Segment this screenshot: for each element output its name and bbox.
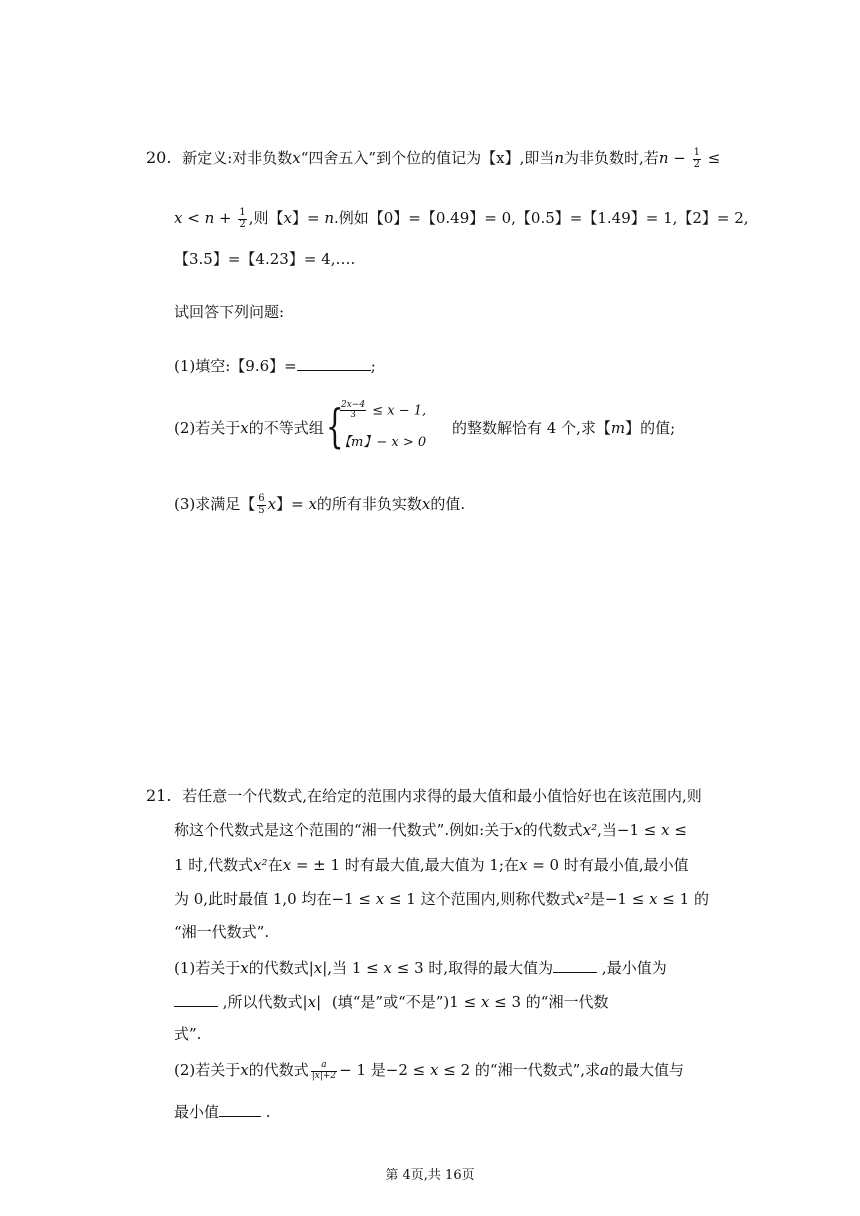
q20-part-2 [174,419,324,437]
fraction-a-over-abs [311,1061,337,1081]
answer-blank-max[interactable] [553,958,597,973]
system-row-2: 【m】− x > 0 [338,435,427,450]
answer-blank-min[interactable] [174,992,218,1007]
fraction [340,401,366,421]
q20-line-1 [146,148,720,170]
math-expr: ≤ x − 1, [368,403,427,419]
bracket-notation: 【x】 [481,149,520,167]
q21-p1-text: |,当 1 ≤ [322,959,384,977]
var-a: a [600,1061,609,1079]
q21-line-5: “湘一代数式”. [174,923,270,941]
var-x: x [308,495,317,513]
var-x: x [661,821,670,839]
q20-text: “四舍五入”到个位的值记为 [300,149,482,167]
q21-number: 21. [146,786,172,805]
var-x: x [383,959,392,977]
q20-p3-text: 的值. [430,495,466,513]
numerator: a [311,1061,337,1071]
q21-text: 的代数式 [522,821,583,839]
q20-part-3 [174,494,465,516]
q20-number: 20. [146,148,172,167]
q20-p2-text: (2)若关于 [174,419,241,437]
q21-text: ≤ [669,821,687,839]
q21-text: = ± 1 时有最大值,最大值为 1;在 [291,856,519,874]
q20-part-2-cont [452,419,675,437]
q21-p1-text: | [316,993,322,1011]
var-x: x [421,495,431,513]
q21-p2-text: 最小值 [174,1103,220,1121]
var-x: x [292,149,301,167]
fraction-half [693,148,701,170]
q21-text: 为 0,此时最值 1,0 均在−1 ≤ [174,890,376,908]
q21-text: 是−1 ≤ [589,890,650,908]
q21-p1-text: (1)若关于 [174,959,241,977]
math-expr: x² [575,890,590,908]
q21-p2-text: . [261,1103,271,1121]
var-x: x [649,890,658,908]
q21-part-1-line-3: 式”. [174,1025,202,1043]
fraction-six-fifths [257,494,265,516]
q21-line-2 [174,821,687,839]
q20-part-1 [174,356,376,375]
q20-p1-text: ; [370,357,376,375]
var-x: x [240,419,249,437]
q21-text: ,当−1 ≤ [597,821,662,839]
answer-blank-a[interactable] [219,1102,261,1117]
q21-part-1-line-1 [174,958,667,977]
var-x: x [514,821,523,839]
denominator: |x|+2 [311,1070,337,1081]
q21-part-1-line-2 [174,992,608,1011]
var-n: n [658,149,669,167]
var-n: n [324,209,334,227]
q21-p1-text: (填“是”或“不是”)1 ≤ [327,993,481,1011]
denominator: 2 [693,158,700,170]
q20-p2-text: 的整数解恰有 4 个,求【 [452,419,611,437]
q21-text: 若任意一个代数式,在给定的范围内求得的最大值和最小值恰好也在该范围内,则 [182,787,702,805]
var-x: x [480,993,490,1011]
var-x: x [240,1061,249,1079]
q20-text: ,则【 [248,209,284,227]
inequality-system [326,401,446,457]
q21-p2-text: (2)若关于 [174,1061,241,1079]
q20-text: 新定义:对非负数 [182,149,293,167]
q21-p2-text: ≤ 2 的“湘一代数式”,求 [438,1061,601,1079]
q21-p1-text: ,最小值为 [597,959,667,977]
q21-text: 在 [267,856,283,874]
q21-text: ≤ 1 的 [657,890,709,908]
q21-line-3 [174,856,689,874]
fraction-half [238,208,246,230]
q21-p1-text: 的代数式| [248,959,314,977]
le-sign: ≤ [702,149,721,167]
q20-line-4: 试回答下列问题: [174,303,285,321]
q21-part-2-line-2 [174,1102,271,1121]
q20-p2-text: 】的值; [625,419,676,437]
q20-line-2 [174,208,749,230]
q21-p2-text: 的最大值与 [608,1061,684,1079]
q20-text: 】= [291,209,325,227]
var-x: x [240,959,249,977]
var-x: x [375,890,385,908]
system-row-1 [338,401,426,421]
q20-line-3: 【3.5】=【4.23】= 4,…. [174,250,356,268]
q20-p1-text: (1)填空:【9.6】= [174,357,297,375]
q21-p1-text: ,所以代数式| [218,993,308,1011]
q21-text: 称这个代数式是这个范围的“湘一代数式”.例如:关于 [174,821,515,839]
q21-p1-text: ≤ 3 时,取得的最大值为 [391,959,554,977]
q21-p1-text: ≤ 3 的“湘一代数 [489,993,609,1011]
q20-p3-text: (3)求满足【 [174,495,256,513]
q20-text: ,即当 [519,149,555,167]
minus-sign: − [668,149,691,167]
left-brace-icon: { [326,399,344,453]
q21-p2-text: − 1 是−2 ≤ [339,1061,431,1079]
denominator: 2 [239,218,246,230]
page-footer: 第 4页,共 16页 [385,1168,475,1183]
q20-text: 为非负数时,若 [564,149,659,167]
denominator: 5 [258,504,265,516]
math-expr: x² [582,821,598,839]
numerator: 1 [693,147,700,158]
math-expr: x < n + [174,209,237,227]
q21-line-1 [146,786,702,805]
q21-text: 1 时,代数式 [174,856,254,874]
q21-part-2-line-1 [174,1061,684,1081]
answer-blank[interactable] [297,356,371,371]
math-expr: x² [253,856,268,874]
q20-p3-text: 的所有非负实数 [316,495,422,513]
var-x: x [283,209,292,227]
numerator: 6 [258,493,265,504]
var-x: x [430,1061,439,1079]
var-m: m [610,419,626,437]
q21-text: ≤ 1 这个范围内,则称代数式 [384,890,576,908]
q20-examples: .例如【0】=【0.49】= 0,【0.5】=【1.49】= 1,【2】= 2, [333,209,749,227]
var-x: x [518,856,528,874]
var-n: n [554,149,565,167]
q21-text: = 0 时有最小值,最小值 [527,856,689,874]
var-x: x [307,993,317,1011]
numerator: 1 [239,207,246,218]
q20-p3-text: 】= [276,495,309,513]
numerator: 2x−4 [341,400,366,410]
q20-p2-text: 的不等式组 [248,419,324,437]
var-x: x [313,959,323,977]
var-x: x [282,856,292,874]
denominator: 3 [350,410,356,421]
q21-p2-text: 的代数式 [248,1061,309,1079]
q21-line-4 [174,890,709,908]
var-x: x [267,495,277,513]
